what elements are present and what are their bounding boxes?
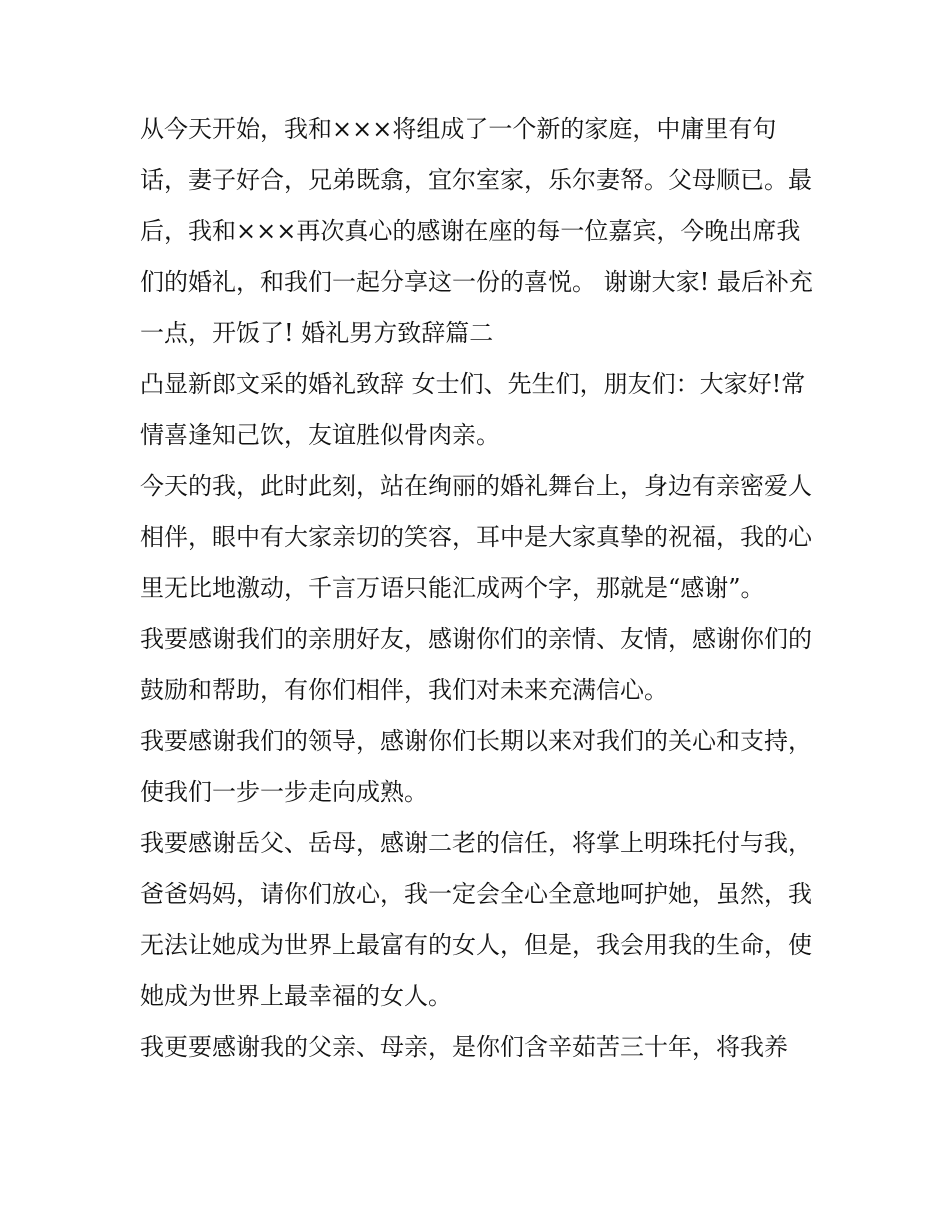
paragraph-6: 我要感谢岳父、岳母，感谢二老的信任，将掌上明珠托付与我，爸爸妈妈，请你们放心，我一定会全心全意地呵护她，虽然，我无法让她成为世界上最富有的女人，但是，我会用我的生命，使她成为世界上最幸福的女人。 [140, 829, 812, 1010]
paragraph-7: 我更要感谢我的父亲、母亲，是你们含辛茹苦三十年，将我养 [140, 1033, 788, 1061]
document-body [140, 104, 820, 1073]
paragraph-2: 凸显新郎文采的婚礼致辞 女士们、先生们，朋友们：大家好!常情喜逢知己饮，友谊胜似骨肉亲。 [140, 370, 806, 449]
paragraph-1: 从今天开始，我和×××将组成了一个新的家庭，中庸里有句话，妻子好合，兄弟既翕，宜尔室家，乐尔妻帑。父母顺已。最后，我和×××再次真心的感谢在座的每一位嘉宾，今晚出席我们的婚礼，和我们一起分享这一份的喜悦。 谢谢大家! 最后补充一点，开饭了! 婚礼男方致辞篇二 [140, 115, 813, 347]
paragraph-3: 今天的我，此时此刻，站在绚丽的婚礼舞台上，身边有亲密爱人相伴，眼中有大家亲切的笑容，耳中是大家真挚的祝福，我的心里无比地激动，千言万语只能汇成两个字，那就是“感谢”。 [140, 472, 812, 602]
paragraph-4: 我要感谢我们的亲朋好友，感谢你们的亲情、友情，感谢你们的鼓励和帮助，有你们相伴，我们对未来充满信心。 [140, 625, 812, 704]
paragraph-5: 我要感谢我们的领导，感谢你们长期以来对我们的关心和支持，使我们一步一步走向成熟。 [140, 727, 812, 806]
